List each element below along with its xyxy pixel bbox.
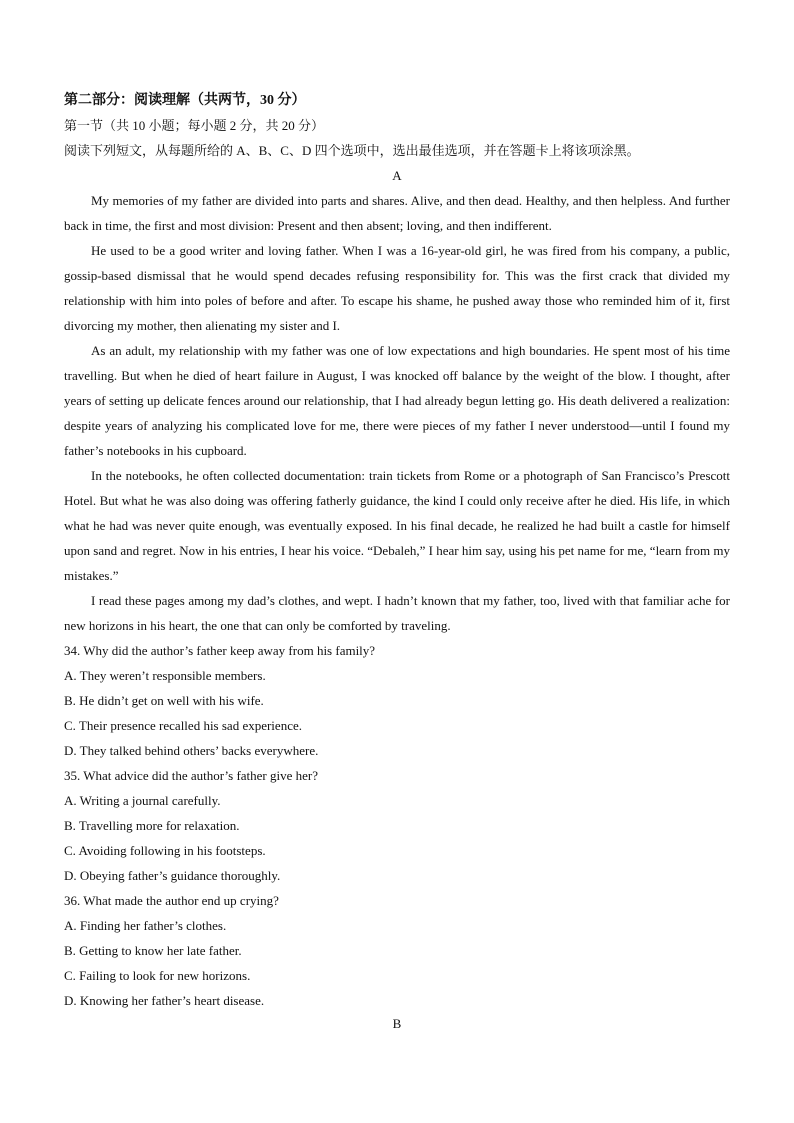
question-stem: 35. What advice did the author’s father give her? — [64, 768, 319, 783]
option-b[interactable]: B. Getting to know her late father. — [64, 943, 242, 958]
option-a[interactable]: A. Writing a journal carefully. — [64, 793, 221, 808]
question-35 — [64, 763, 730, 888]
passage-a-paragraph-2: He used to be a good writer and loving father. When I was a 16-year-old girl, he was fired from his company, a public, gossip-based dismissal that he would spend decades refusing responsibility for. This was the first crack that divided my relationship with him into poles of before and after. To escape his shame, he pushed away those who reminded him of it, first divorcing my mother, then alienating my sister and I. — [64, 243, 730, 333]
option-d[interactable]: D. They talked behind others’ backs everywhere. — [64, 743, 319, 758]
question-34 — [64, 638, 730, 763]
question-stem: 36. What made the author end up crying? — [64, 893, 279, 908]
passage-a-label: A — [392, 168, 402, 183]
section-instruction: 阅读下列短文，从每题所给的 A、B、C、D 四个选项中，选出最佳选项，并在答题卡上将该项涂黑。 — [64, 143, 640, 158]
option-c[interactable]: C. Avoiding following in his footsteps. — [64, 843, 266, 858]
exam-page — [64, 88, 730, 1013]
option-b[interactable]: B. Travelling more for relaxation. — [64, 818, 240, 833]
option-d[interactable]: D. Obeying father’s guidance thoroughly. — [64, 868, 281, 883]
section-title: 第二部分：阅读理解（共两节，30 分） — [64, 93, 306, 108]
option-c[interactable]: C. Failing to look for new horizons. — [64, 968, 251, 983]
passage-a-paragraph-5: I read these pages among my dad’s clothes, and wept. I hadn’t known that my father, too, lived with that familiar ache for new horizons in his heart, the one that can only be comforted by traveling. — [64, 593, 730, 633]
passage-a-paragraph-4: In the notebooks, he often collected documentation: train tickets from Rome or a photograph of San Francisco’s Prescott Hotel. But what he was also doing was offering fatherly guidance, the kind I could only receive after he died. His life, in which what he had was never quite enough, was eventually exposed. In his final decade, he realized he had built a castle for himself upon sand and regret. Now in his entries, I hear his voice. “Debaleh,” I hear him say, using his pet name for me, “learn from my mistakes.” — [64, 468, 730, 583]
question-stem: 34. Why did the author’s father keep away from his family? — [64, 643, 376, 658]
question-36 — [64, 888, 730, 1013]
passage-a-paragraph-1: My memories of my father are divided into parts and shares. Alive, and then dead. Healthy, and then helpless. And further back in time, the first and most division: Present and then absent; loving, and then indifferent. — [64, 193, 730, 233]
passage-b-label: B — [392, 1016, 402, 1031]
option-c[interactable]: C. Their presence recalled his sad experience. — [64, 718, 302, 733]
section-subtitle: 第一节（共 10 小题；每小题 2 分，共 20 分） — [64, 118, 325, 133]
option-a[interactable]: A. They weren’t responsible members. — [64, 668, 266, 683]
option-b[interactable]: B. He didn’t get on well with his wife. — [64, 693, 264, 708]
option-a[interactable]: A. Finding her father’s clothes. — [64, 918, 227, 933]
option-d[interactable]: D. Knowing her father’s heart disease. — [64, 993, 265, 1008]
passage-a-paragraph-3: As an adult, my relationship with my father was one of low expectations and high boundaries. He spent most of his time travelling. But when he died of heart failure in August, I was knocked off balance by the weight of the blow. I thought, after years of setting up delicate fences around our relationship, that I had already begun letting go. His death delivered a realization: despite years of analyzing his complicated love for me, there were pieces of my father I never understood—until I found my father’s notebooks in his cupboard. — [64, 343, 730, 458]
